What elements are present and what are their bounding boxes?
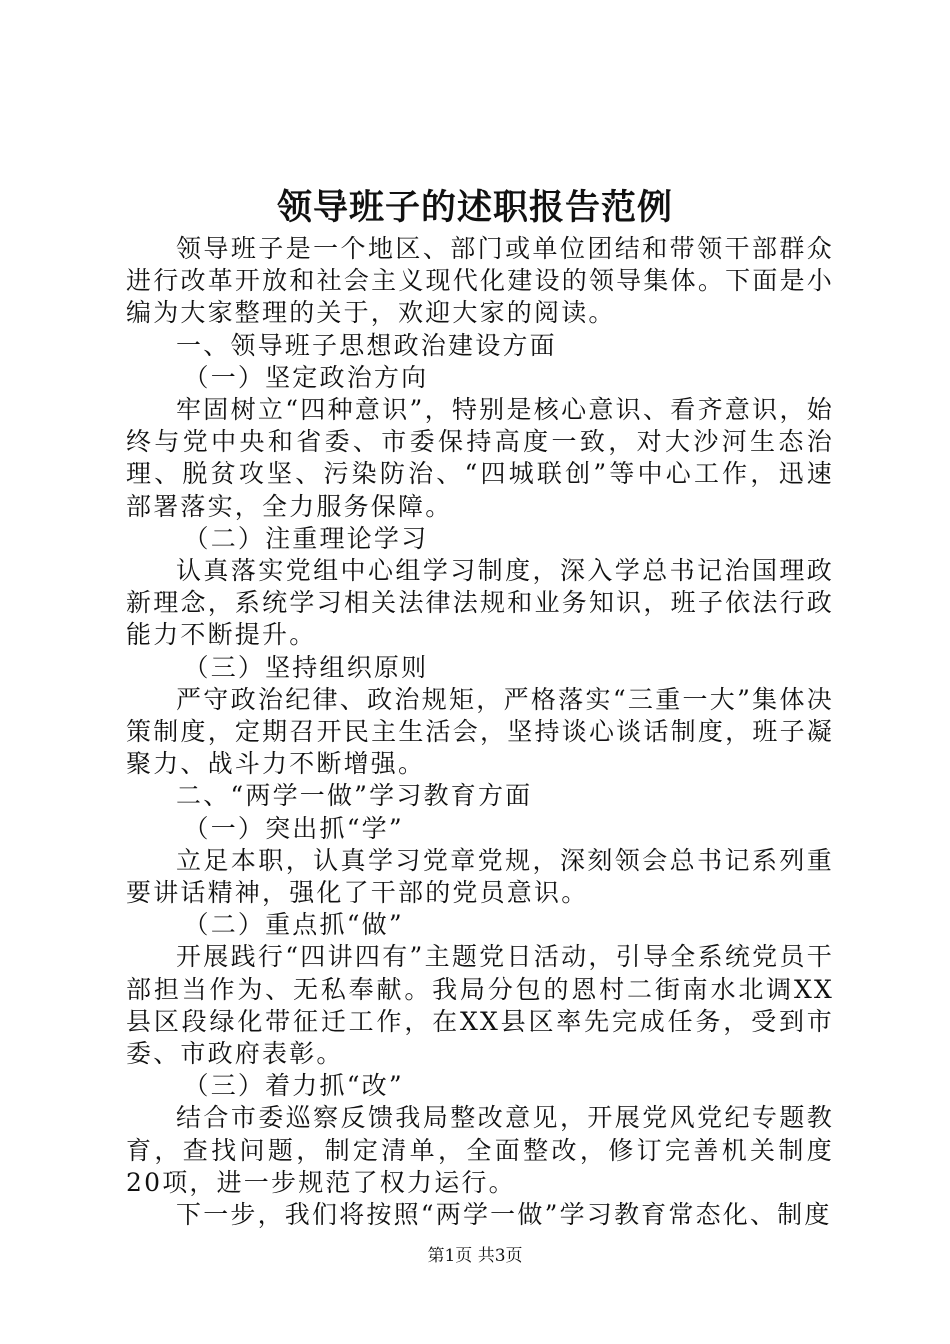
subsection-heading: （一）坚定政治方向 <box>183 362 429 392</box>
page-footer: 第1页 共3页 <box>427 1246 523 1266</box>
document-body <box>126 233 834 1231</box>
body-paragraph: 立足本职，认真学习党章党规，深刻领会总书记系列重要讲话精神，强化了干部的党员意识。 <box>126 845 834 908</box>
body-paragraph: 开展践行“四讲四有”主题党日活动，引导全系统党员干部担当作为、无私奉献。我局分包的恩村二街南水北调XX县区段绿化带征迁工作，在XX县区率先完成任务，受到市委、市政府表彰。 <box>126 942 834 1069</box>
body-paragraph: 牢固树立“四种意识”，特别是核心意识、看齐意识，始终与党中央和省委、市委保持高度一致，对大沙河生态治理、脱贫攻坚、污染防治、“四城联创”等中心工作，迅速部署落实，全力服务保障。 <box>126 395 834 521</box>
subsection-heading: （三）坚持组织原则 <box>183 652 429 682</box>
body-paragraph: 严守政治纪律、政治规矩，严格落实“三重一大”集体决策制度，定期召开民主生活会，坚持谈心谈话制度，班子凝聚力、战斗力不断增强。 <box>126 684 834 779</box>
section-heading: 一、领导班子思想政治建设方面 <box>176 330 557 360</box>
intro-paragraph: 领导班子是一个地区、部门或单位团结和带领干部群众进行改革开放和社会主义现代化建设的领导集体。下面是小编为大家整理的关于，欢迎大家的阅读。 <box>126 234 834 328</box>
subsection-heading: （三）着力抓“改” <box>183 1071 404 1101</box>
section-heading: 二、“两学一做”学习教育方面 <box>176 781 533 811</box>
subsection-heading: （二）重点抓“做” <box>183 910 404 940</box>
body-paragraph: 认真落实党组中心组学习制度，深入学总书记治国理政新理念，系统学习相关法律法规和业务知识，班子依法行政能力不断提升。 <box>126 556 834 650</box>
subsection-heading: （一）突出抓“学” <box>183 813 404 843</box>
body-paragraph: 下一步，我们将按照“两学一做”学习教育常态化、制度 <box>176 1200 832 1230</box>
document-title: 领导班子的述职报告范例 <box>276 187 673 228</box>
body-paragraph: 结合市委巡察反馈我局整改意见，开展党风党纪专题教育，查找问题，制定清单，全面整改，修订完善机关制度20项，进一步规范了权力运行。 <box>126 1103 834 1197</box>
subsection-heading: （二）注重理论学习 <box>183 523 429 553</box>
